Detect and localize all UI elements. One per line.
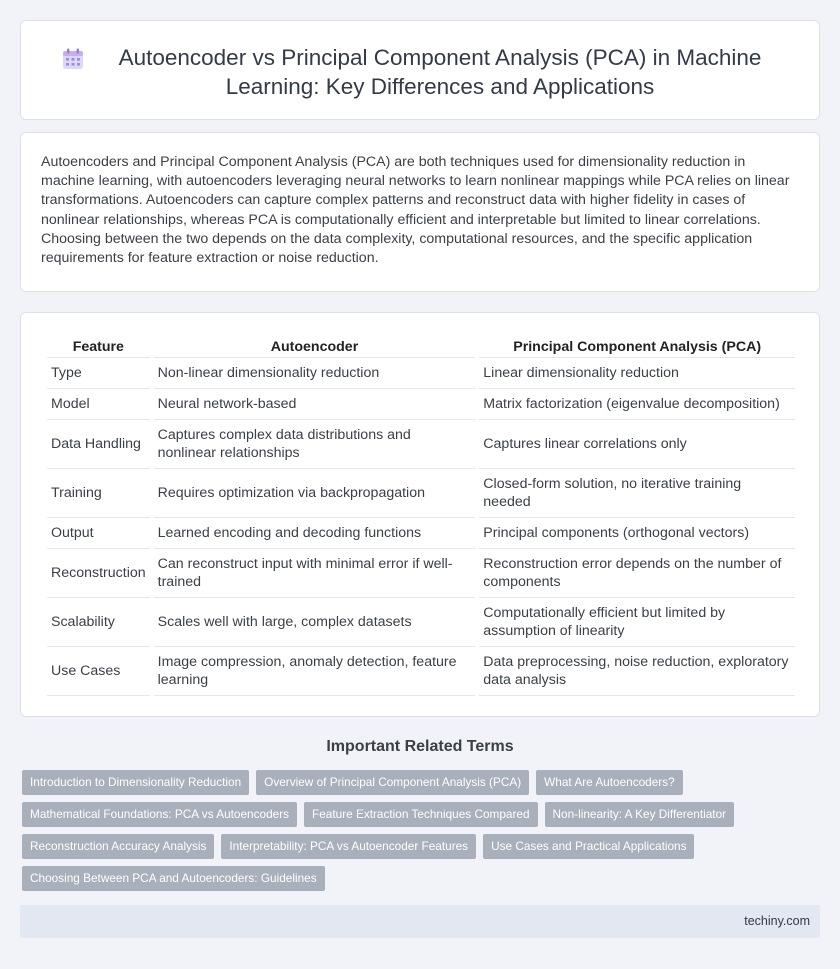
autoencoder-cell: Image compression, anomaly detection, feature learning <box>154 647 476 696</box>
footer-bar <box>20 905 820 938</box>
comparison-table <box>43 333 799 696</box>
related-term-link[interactable]: What Are Autoencoders? <box>536 770 683 795</box>
table-row <box>47 598 795 647</box>
feature-cell: Reconstruction <box>47 549 150 598</box>
pca-cell: Matrix factorization (eigenvalue decomposition) <box>479 389 795 420</box>
autoencoder-cell: Captures complex data distributions and nonlinear relationships <box>154 420 476 469</box>
title-card <box>20 20 820 120</box>
footer-site-link[interactable]: techiny.com <box>744 914 810 928</box>
table-header-row <box>47 333 795 358</box>
autoencoder-cell: Can reconstruct input with minimal error if well-trained <box>154 549 476 598</box>
feature-cell: Use Cases <box>47 647 150 696</box>
summary-card <box>20 132 820 292</box>
related-term-link[interactable]: Choosing Between PCA and Autoencoders: Guidelines <box>22 866 325 891</box>
pca-cell: Data preprocessing, noise reduction, exploratory data analysis <box>479 647 795 696</box>
related-terms-heading: Important Related Terms <box>326 738 514 755</box>
related-term-link[interactable]: Non-linearity: A Key Differentiator <box>545 802 735 827</box>
pca-cell: Computationally efficient but limited by assumption of linearity <box>479 598 795 647</box>
feature-cell: Scalability <box>47 598 150 647</box>
pca-cell: Principal components (orthogonal vectors) <box>479 518 795 549</box>
table-row <box>47 518 795 549</box>
autoencoder-cell: Learned encoding and decoding functions <box>154 518 476 549</box>
related-term-link[interactable]: Use Cases and Practical Applications <box>483 834 694 859</box>
related-term-link[interactable]: Reconstruction Accuracy Analysis <box>22 834 214 859</box>
page-title: Autoencoder vs Principal Component Analysis (PCA) in Machine Learning: Key Differences and Applications <box>118 45 762 99</box>
feature-cell: Output <box>47 518 150 549</box>
related-term-link[interactable]: Mathematical Foundations: PCA vs Autoencoders <box>22 802 297 827</box>
pca-cell: Captures linear correlations only <box>479 420 795 469</box>
header-autoencoder: Autoencoder <box>154 333 476 358</box>
table-row <box>47 469 795 518</box>
summary-paragraph: Autoencoders and Principal Component Analysis (PCA) are both techniques used for dimensionality reduction in machine learning, with autoencoders leveraging neural networks to learn nonlinear mappings while PCA relies on linear transformations. Autoencoders can capture complex patterns and reconstruct data with higher fidelity in cases of nonlinear relationships, whereas PCA is computationally efficient and interpretable but limited to linear correlations. Choosing between the two depends on the data complexity, computational resources, and the specific application requirements for feature extraction or noise reduction. <box>41 154 790 267</box>
related-term-link[interactable]: Interpretability: PCA vs Autoencoder Features <box>221 834 476 859</box>
autoencoder-cell: Requires optimization via backpropagation <box>154 469 476 518</box>
calendar-icon <box>61 47 85 71</box>
related-term-link[interactable]: Overview of Principal Component Analysis (PCA) <box>256 770 529 795</box>
related-term-link[interactable]: Introduction to Dimensionality Reduction <box>22 770 249 795</box>
pca-cell: Closed-form solution, no iterative training needed <box>479 469 795 518</box>
pca-cell: Linear dimensionality reduction <box>479 358 795 389</box>
title-row <box>61 43 779 101</box>
related-term-link[interactable]: Feature Extraction Techniques Compared <box>304 802 538 827</box>
autoencoder-cell: Scales well with large, complex datasets <box>154 598 476 647</box>
feature-cell: Model <box>47 389 150 420</box>
feature-cell: Type <box>47 358 150 389</box>
feature-cell: Training <box>47 469 150 518</box>
table-row <box>47 549 795 598</box>
feature-cell: Data Handling <box>47 420 150 469</box>
table-row <box>47 358 795 389</box>
header-pca: Principal Component Analysis (PCA) <box>479 333 795 358</box>
comparison-table-card <box>20 312 820 717</box>
autoencoder-cell: Non-linear dimensionality reduction <box>154 358 476 389</box>
pca-cell: Reconstruction error depends on the number of components <box>479 549 795 598</box>
table-row <box>47 389 795 420</box>
autoencoder-cell: Neural network-based <box>154 389 476 420</box>
header-feature: Feature <box>47 333 150 358</box>
table-row <box>47 647 795 696</box>
table-row <box>47 420 795 469</box>
related-terms-list <box>22 770 812 898</box>
